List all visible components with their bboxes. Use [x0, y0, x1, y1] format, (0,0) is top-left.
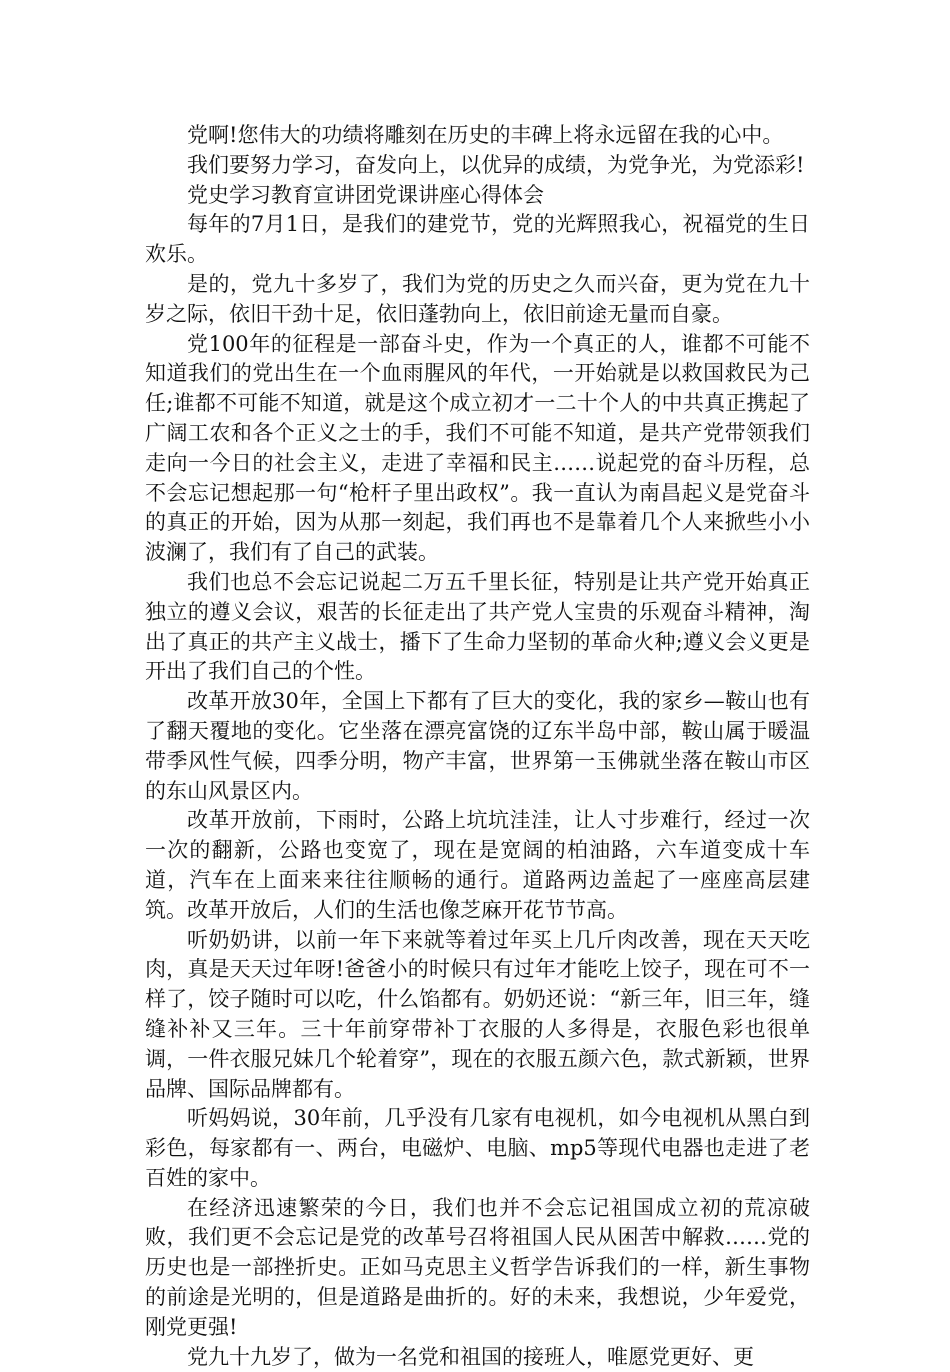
paragraph: 党九十九岁了，做为一名党和祖国的接班人，唯愿党更好、更	[187, 1344, 754, 1369]
paragraph: 每年的7月1日，是我们的建党节，党的光辉照我心，祝福党的生日欢乐。	[145, 212, 810, 267]
paragraph: 改革开放30年，全国上下都有了巨大的变化，我的家乡—鞍山也有了翻天覆地的变化。它坐落在漂亮富饶的辽东半岛中部，鞍山属于暖温带季风性气候，四季分明，物产丰富，世界第一玉佛就坐落在鞍山市区的东山风景区内。	[145, 689, 810, 803]
paragraph: 我们也总不会忘记说起二万五千里长征，特别是让共产党开始真正独立的遵义会议，艰苦的长征走出了共产党人宝贵的乐观奋斗精神，淘出了真正的共产主义战士，播下了生命力坚韧的革命火种;遵义会义更是开出了我们自己的个性。	[145, 569, 810, 684]
paragraph: 听妈妈说，30年前，几乎没有几家有电视机，如今电视机从黑白到彩色，每家都有一、两台，电磁炉、电脑、mp5等现代电器也走进了老百姓的家中。	[145, 1106, 810, 1190]
paragraph: 党啊!您伟大的功绩将雕刻在历史的丰碑上将永远留在我的心中。	[187, 123, 784, 147]
paragraph: 改革开放前，下雨时，公路上坑坑洼洼，让人寸步难行，经过一次一次的翻新，公路也变宽了，现在是宽阔的柏油路，六车道变成十车道，汽车在上面来来往往顺畅的通行。道路两边盖起了一座座高层建筑。改革开放后，人们的生活也像芝麻开花节节高。	[145, 808, 810, 922]
paragraph: 我们要努力学习，奋发向上，以优异的成绩，为党争光，为党添彩!	[187, 152, 805, 177]
paragraph: 听奶奶讲，以前一年下来就等着过年买上几斤肉改善，现在天天吃肉，真是天天过年呀!爸爸小的时候只有过年才能吃上饺子，现在可不一样了，饺子随时可以吃，什么馅都有。奶奶还说：“新三年，旧三年，缝缝补补又三年。三十年前穿带补丁衣服的人多得是，衣服色彩也很单调，一件衣服兄妹几个轮着穿”，现在的衣服五颜六色，款式新颖，世界品牌、国际品牌都有。	[145, 927, 810, 1101]
section-heading: 党史学习教育宣讲团党课讲座心得体会	[187, 182, 544, 207]
paragraph: 在经济迅速繁荣的今日，我们也并不会忘记祖国成立初的荒凉破败，我们更不会忘记是党的改革号召将祖国人民从困苦中解救……党的历史也是一部挫折史。正如马克思主义哲学告诉我们的一样，新生事物的前途是光明的，但是道路是曲折的。好的未来，我想说，少年爱党，刚党更强!	[145, 1195, 810, 1339]
paragraph: 党100年的征程是一部奋斗史，作为一个真正的人，谁都不可能不知道我们的党出生在一个血雨腥风的年代，一开始就是以救国救民为己任;谁都不可能不知道，就是这个成立初才一二十个人的中共真正携起了广阔工农和各个正义之士的手，我们不可能不知道，是共产党带领我们走向一今日的社会主义，走进了幸福和民主……说起党的奋斗历程，总不会忘记想起那一句“枪杆子里出政权”。我一直认为南昌起义是党奋斗的真正的开始，因为从那一刻起，我们再也不是靠着几个人来掀些小小波澜了，我们有了自己的武装。	[145, 331, 810, 565]
paragraph: 是的，党九十多岁了，我们为党的历史之久而兴奋，更为党在九十岁之际，依旧干劲十足，依旧蓬勃向上，依旧前途无量而自豪。	[145, 271, 810, 326]
document-body	[145, 121, 810, 1372]
